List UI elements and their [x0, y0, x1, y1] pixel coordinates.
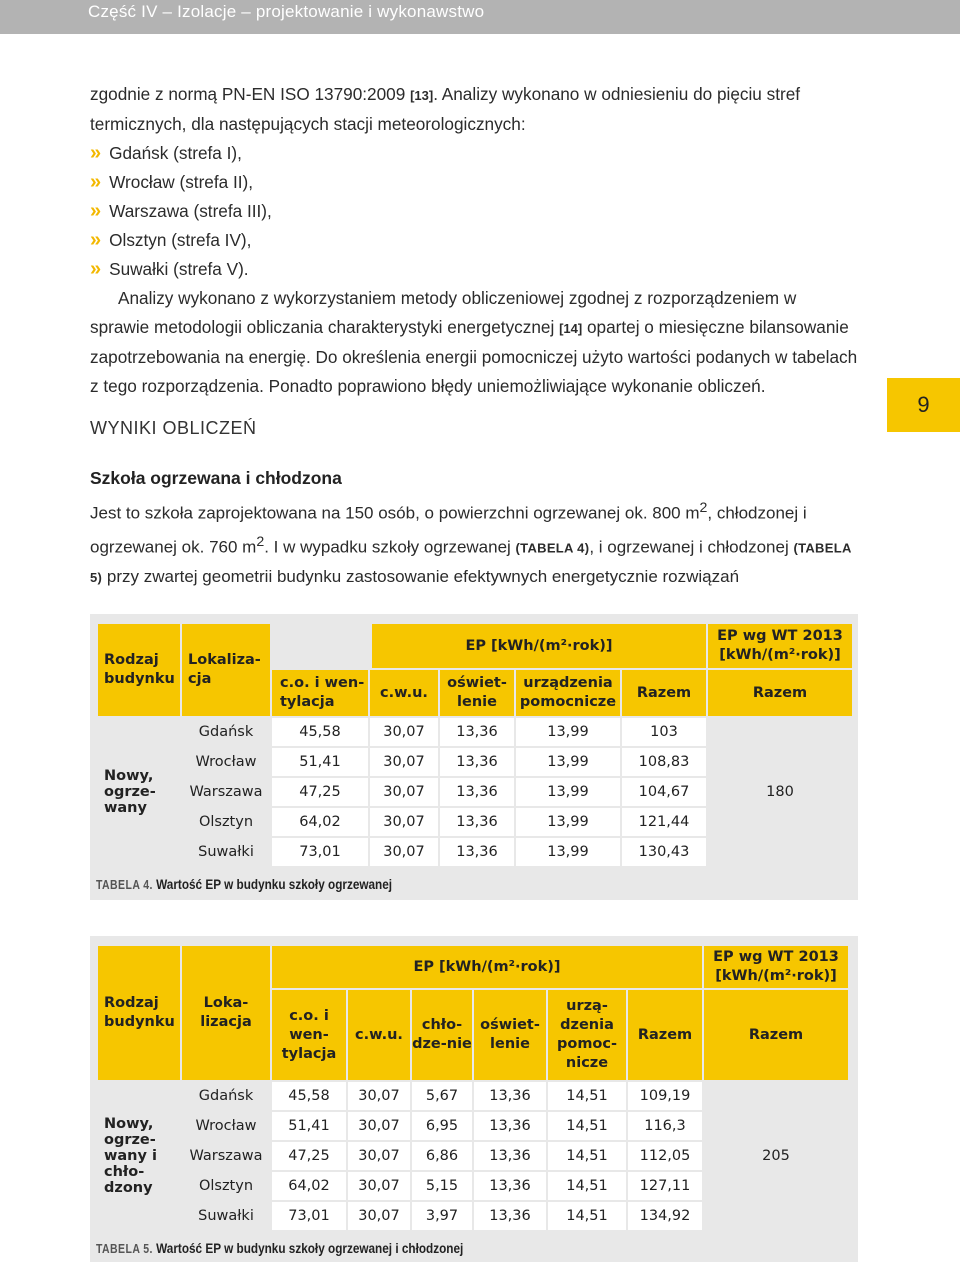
table-cell: 116,3: [627, 1111, 703, 1141]
table-cell: 13,99: [515, 807, 621, 837]
wt-value: 205: [703, 1081, 849, 1231]
table-cell: 130,43: [621, 837, 707, 867]
table-cell: 13,36: [439, 837, 515, 867]
table-cell: Warszawa: [181, 1141, 271, 1171]
station-label: Warszawa (strefa III),: [109, 201, 272, 221]
header-wt-total: Razem: [703, 989, 849, 1081]
header-location: Lokaliza-cja: [181, 623, 271, 717]
table-cell: 14,51: [547, 1171, 627, 1201]
table-cell: 13,36: [473, 1111, 547, 1141]
school-paragraph: [90, 494, 860, 592]
table5: [96, 944, 850, 1232]
table-cell: 30,07: [347, 1111, 411, 1141]
station-label: Suwałki (strefa V).: [109, 259, 249, 279]
table-cell: Warszawa: [181, 777, 271, 807]
table-cell: 30,07: [369, 807, 439, 837]
table-cell: 30,07: [369, 837, 439, 867]
station-list: [90, 139, 860, 284]
intro-paragraph: [90, 80, 860, 139]
table-cell: 103: [621, 717, 707, 747]
reference-14: [14]: [559, 321, 583, 336]
station-label: Olsztyn (strefa IV),: [109, 230, 252, 250]
school-text-d: , i ogrzewanej i chłodzonej: [589, 537, 794, 557]
method-text-a: Analizy wykonano z wykorzystaniem metody obliczeniowej zgodnej z rozporządzeniem w sprawie metodologii obliczania charakterystyki energetycznej: [90, 288, 797, 337]
header-building-type: Rodzaj budynku: [97, 945, 181, 1081]
table-cell: 47,25: [271, 1141, 347, 1171]
intro-section: [90, 80, 860, 401]
bullet-icon: »: [90, 142, 102, 164]
header-co: c.o. i wen-tylacja: [271, 989, 347, 1081]
header-location: Loka-lizacja: [181, 945, 271, 1081]
table-cell: 13,99: [515, 717, 621, 747]
header-cooling: chło-dze-nie: [411, 989, 473, 1081]
station-label: Gdańsk (strefa I),: [109, 143, 242, 163]
table-cell: Gdańsk: [181, 717, 271, 747]
table-cell: 30,07: [369, 717, 439, 747]
table-cell: Gdańsk: [181, 1081, 271, 1111]
table-cell: Wrocław: [181, 747, 271, 777]
header-aux: urzą-dzenia pomoc-nicze: [547, 989, 627, 1081]
list-item: [90, 139, 860, 168]
list-item: [90, 168, 860, 197]
table5-panel: [90, 936, 858, 1262]
caption-label: TABELA 5.: [96, 1242, 153, 1256]
table-cell: 64,02: [271, 807, 369, 837]
header-ep: EP [kWh/(m²·rok)]: [372, 624, 706, 668]
table-cell: 14,51: [547, 1141, 627, 1171]
table-cell: 13,36: [473, 1171, 547, 1201]
table-cell: 13,36: [473, 1081, 547, 1111]
header-ep-wt: EP wg WT 2013 [kWh/(m²·rok)]: [707, 623, 853, 669]
header-bar: [0, 0, 960, 34]
table-cell: 64,02: [271, 1171, 347, 1201]
table-cell: Suwałki: [181, 837, 271, 867]
table-cell: 5,15: [411, 1171, 473, 1201]
table5-caption: [96, 1240, 463, 1256]
table-cell: 5,67: [411, 1081, 473, 1111]
subheading: Szkoła ogrzewana i chłodzona: [90, 468, 342, 488]
table-cell: 51,41: [271, 1111, 347, 1141]
caption-text: Wartość EP w budynku szkoły ogrzewanej: [156, 876, 393, 892]
school-text-b: , chłodzonej i ogrzewanej ok. 760 m: [90, 503, 807, 557]
table-cell: 112,05: [627, 1141, 703, 1171]
caption-label: TABELA 4.: [96, 878, 153, 892]
table-cell: 73,01: [271, 837, 369, 867]
section-heading: WYNIKI OBLICZEŃ: [90, 418, 257, 438]
list-item: [90, 226, 860, 255]
table-cell: 13,36: [439, 807, 515, 837]
header-cwu: c.w.u.: [369, 669, 439, 717]
table-cell: 109,19: [627, 1081, 703, 1111]
header-lighting: oświet-lenie: [439, 669, 515, 717]
row-building-type: Nowy, ogrze-wany i chło-dzony: [97, 1081, 181, 1231]
header-building-type: Rodzaj budynku: [97, 623, 181, 717]
table5-reference: (TABELA 5): [90, 540, 852, 586]
header-lighting: oświet-lenie: [473, 989, 547, 1081]
table-cell: 14,51: [547, 1111, 627, 1141]
table-cell: 14,51: [547, 1081, 627, 1111]
table-cell: 45,58: [271, 717, 369, 747]
table-cell: 14,51: [547, 1201, 627, 1231]
list-item: [90, 197, 860, 226]
table4-reference: (TABELA 4): [515, 540, 590, 556]
bullet-icon: »: [90, 200, 102, 222]
intro-text-a: zgodnie z normą PN-EN ISO 13790:2009: [90, 84, 411, 104]
table4-panel: [90, 614, 858, 900]
table-cell: 30,07: [347, 1141, 411, 1171]
table-cell: 30,07: [347, 1201, 411, 1231]
school-text-c: . I w wypadku szkoły ogrzewanej: [264, 537, 516, 557]
method-paragraph: [90, 284, 860, 401]
header-ep-wt: EP wg WT 2013 [kWh/(m²·rok)]: [703, 945, 849, 989]
table-cell: Olsztyn: [181, 807, 271, 837]
table-cell: Wrocław: [181, 1111, 271, 1141]
table-cell: 104,67: [621, 777, 707, 807]
table-cell: 6,95: [411, 1111, 473, 1141]
header-ep-group: [271, 623, 707, 669]
table-cell: 47,25: [271, 777, 369, 807]
table-cell: Olsztyn: [181, 1171, 271, 1201]
table-cell: 134,92: [627, 1201, 703, 1231]
reference-13: [13]: [410, 88, 434, 103]
page-number-tab: 9: [887, 378, 960, 432]
caption-text: Wartość EP w budynku szkoły ogrzewanej i chłodzonej: [156, 1240, 464, 1256]
table-cell: 13,36: [439, 717, 515, 747]
table-cell: 30,07: [347, 1171, 411, 1201]
header-total: Razem: [627, 989, 703, 1081]
bullet-icon: »: [90, 258, 102, 280]
bullet-icon: »: [90, 171, 102, 193]
header-co: c.o. i wen-tylacja: [271, 669, 369, 717]
header-aux: urządzenia pomocnicze: [515, 669, 621, 717]
intro-text-b: . Analizy wykonano w odniesieniu do pięciu stref termicznych, dla następujących stacji meteorologicznych:: [90, 84, 801, 134]
table-cell: 108,83: [621, 747, 707, 777]
header-title: Część IV – Izolacje – projektowanie i wykonawstwo: [88, 2, 485, 21]
table-cell: 30,07: [347, 1081, 411, 1111]
table-cell: 13,36: [473, 1141, 547, 1171]
superscript: 2: [256, 533, 265, 550]
table-cell: 3,97: [411, 1201, 473, 1231]
table-cell: Suwałki: [181, 1201, 271, 1231]
bullet-icon: »: [90, 229, 102, 251]
table4: [96, 622, 854, 868]
table-cell: 13,36: [473, 1201, 547, 1231]
station-label: Wrocław (strefa II),: [109, 172, 254, 192]
superscript: 2: [699, 500, 708, 516]
table-cell: 30,07: [369, 777, 439, 807]
table-cell: 13,99: [515, 837, 621, 867]
method-text-b: opartej o miesięczne bilansowanie zapotrzebowania na energię. Do określenia energii pomocniczej użyto wartości podanych w tabelach z tego rozporządzenia. Ponadto poprawiono błędy uniemożliwiające wykonanie obliczeń.: [90, 317, 858, 396]
table4-caption: [96, 876, 392, 892]
table-cell: 127,11: [627, 1171, 703, 1201]
table-cell: 45,58: [271, 1081, 347, 1111]
table-cell: 13,36: [439, 747, 515, 777]
school-text-e: przy zwartej geometrii budynku zastosowanie efektywnych energetycznie rozwiązań: [102, 567, 740, 587]
header-ep: EP [kWh/(m²·rok)]: [271, 945, 703, 989]
school-text-a: Jest to szkoła zaprojektowana na 150 osób, o powierzchni ogrzewanej ok. 800 m: [90, 503, 700, 523]
wt-value: 180: [707, 717, 853, 867]
table-cell: 13,36: [439, 777, 515, 807]
row-building-type: Nowy, ogrze-wany: [97, 717, 181, 867]
table-cell: 73,01: [271, 1201, 347, 1231]
table-cell: 13,99: [515, 777, 621, 807]
table-cell: 13,99: [515, 747, 621, 777]
table-cell: 121,44: [621, 807, 707, 837]
header-total: Razem: [621, 669, 707, 717]
school-paragraph-wrap: [90, 494, 860, 592]
table-cell: 6,86: [411, 1141, 473, 1171]
table-cell: 30,07: [369, 747, 439, 777]
header-wt-total: Razem: [707, 669, 853, 717]
list-item: [90, 255, 860, 284]
table-cell: 51,41: [271, 747, 369, 777]
header-cwu: c.w.u.: [347, 989, 411, 1081]
